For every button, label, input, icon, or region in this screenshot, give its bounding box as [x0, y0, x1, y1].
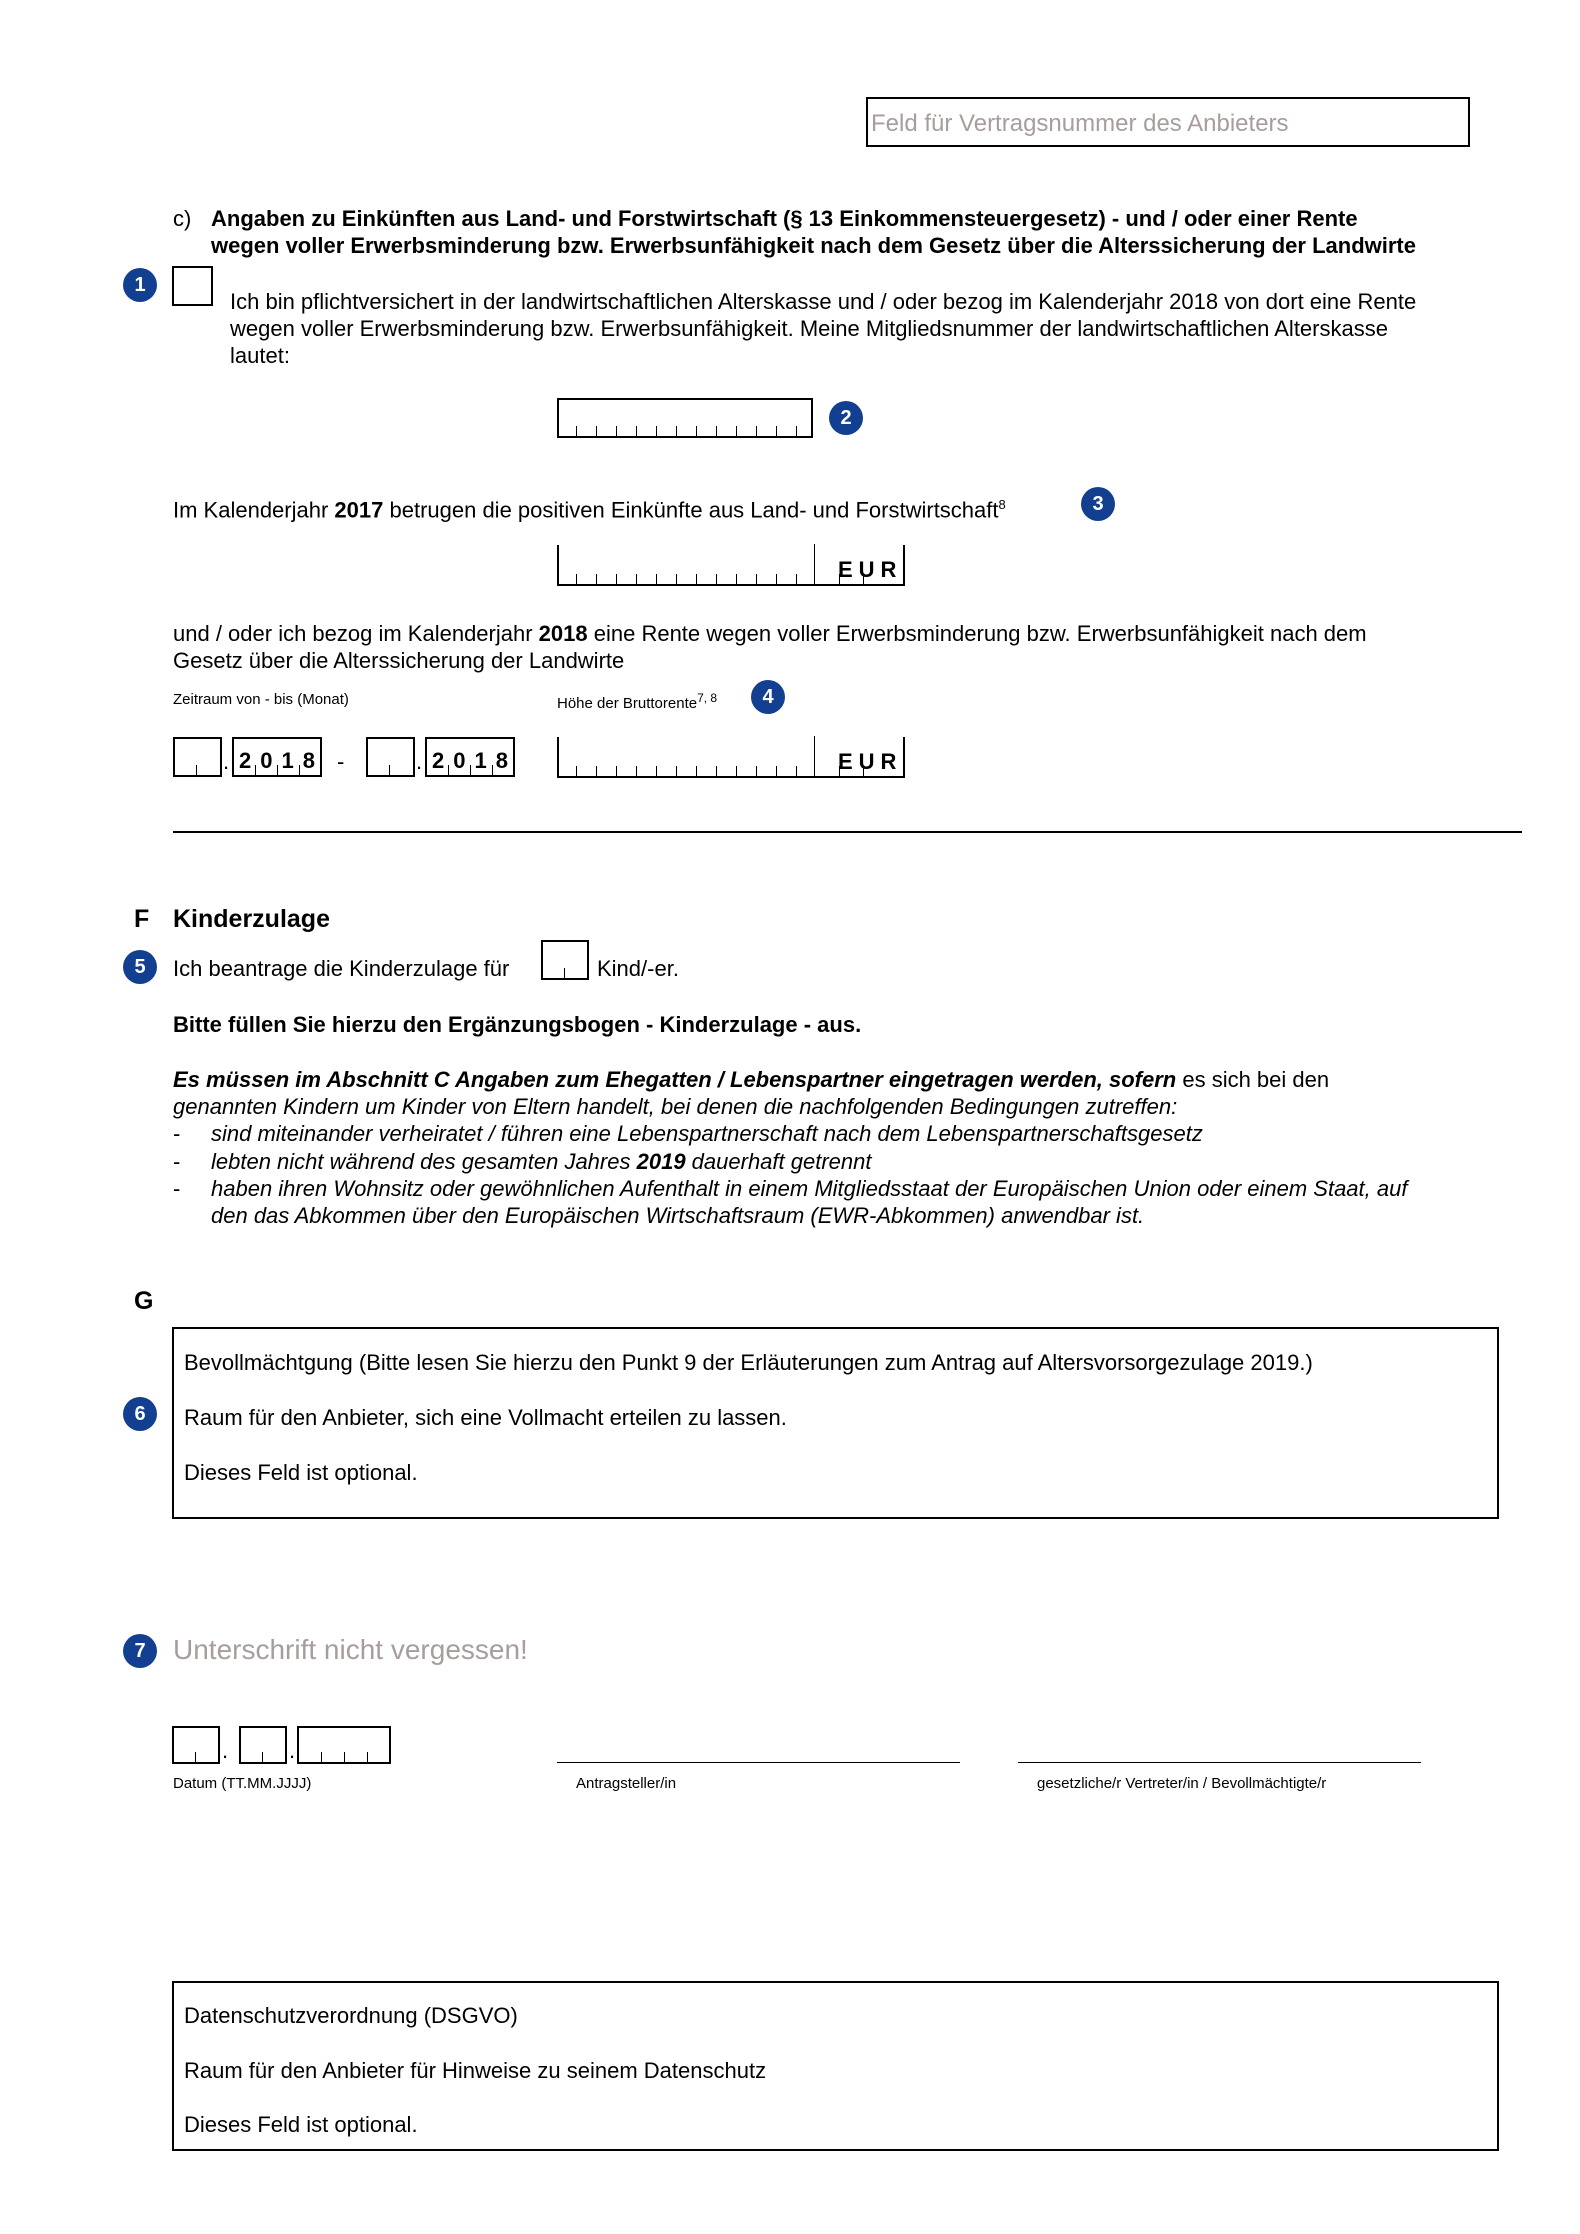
period-from-year-field[interactable]: [232, 737, 322, 777]
representative-label: gesetzliche/r Vertreter/in / Bevollmächtigte/r: [1037, 1775, 1327, 1792]
dot-separator: .: [223, 749, 230, 774]
date-year-field[interactable]: [297, 1726, 391, 1764]
period-to-year: 2018: [432, 748, 517, 773]
section-c-label: c): [173, 206, 192, 231]
farmer-insurance-checkbox[interactable]: [172, 266, 213, 306]
income-amount-field[interactable]: [557, 545, 905, 586]
privacy-line-2: Raum für den Anbieter für Hinweise zu seinem Datenschutz: [184, 2058, 767, 2083]
child-allowance-post: Kind/-er.: [597, 956, 679, 981]
poa-line-1: Bevollmächtgung (Bitte lesen Sie hierzu den Punkt 9 der Erläuterungen zum Antrag auf Altersvorsorgezulage 2019.): [184, 1350, 1313, 1375]
period-label: Zeitraum von - bis (Monat): [173, 691, 349, 708]
child-count-field[interactable]: [541, 940, 589, 980]
contract-number-placeholder: Feld für Vertragsnummer des Anbieters: [871, 110, 1289, 137]
step-badge-4: 4: [751, 680, 785, 714]
section-f-title: Kinderzulage: [173, 905, 330, 933]
pension-amount-field[interactable]: [557, 737, 905, 778]
section-f-letter: F: [134, 905, 150, 933]
child-allowance-pre: Ich beantrage die Kinderzulage für: [173, 956, 510, 981]
dot-separator: .: [416, 749, 423, 774]
step-badge-1: 1: [123, 268, 157, 302]
date-label: Datum (TT.MM.JJJJ): [173, 1775, 312, 1792]
privacy-line-3: Dieses Feld ist optional.: [184, 2112, 418, 2137]
income-currency: EUR: [838, 557, 903, 582]
dot-separator: .: [222, 1738, 229, 1763]
condition-1: sind miteinander verheiratet / führen eine Lebenspartnerschaft nach dem Lebenspartnerschaftsgesetz: [211, 1121, 1203, 1146]
date-day-field[interactable]: [172, 1726, 220, 1764]
section-g-letter: G: [134, 1287, 154, 1315]
step-badge-6: 6: [123, 1397, 157, 1431]
step-badge-3: 3: [1081, 487, 1115, 521]
pension-currency: EUR: [838, 749, 903, 774]
representative-signature-line[interactable]: [1018, 1762, 1421, 1763]
pension-statement: und / oder ich bezog im Kalenderjahr 2018 eine Rente wegen voller Erwerbsminderung bzw. Erwerbsunfähigkeit nach dem Gesetz über die Alterssicherung der Landwirte: [173, 621, 1367, 673]
contract-number-field[interactable]: [866, 97, 1470, 147]
bullet-dash-1: -: [173, 1121, 181, 1146]
poa-line-2: Raum für den Anbieter, sich eine Vollmacht erteilen zu lassen.: [184, 1405, 787, 1430]
supplement-instruction: Bitte füllen Sie hierzu den Ergänzungsbogen - Kinderzulage - aus.: [173, 1012, 862, 1037]
step-badge-7: 7: [123, 1634, 157, 1668]
spouse-note: Es müssen im Abschnitt C Angaben zum Ehegatten / Lebenspartner eingetragen werden, sofern es sich bei den genannten Kindern um Kinder von Eltern handelt, bei denen die nachfolgenden Bedingungen zutreffen:: [173, 1067, 1330, 1119]
period-to-month-field[interactable]: [366, 737, 415, 777]
period-from-year: 2018: [239, 748, 324, 773]
signature-reminder: Unterschrift nicht vergessen!: [173, 1634, 528, 1665]
dot-separator: .: [289, 1738, 296, 1763]
period-to-year-field[interactable]: [425, 737, 515, 777]
condition-3: haben ihren Wohnsitz oder gewöhnlichen Aufenthalt in einem Mitgliedsstaat der Europäischen Union oder einem Staat, auf den das Abkommen über den Europäischen Wirtschaftsraum (EWR-Abkommen) anwendbar ist.: [211, 1176, 1408, 1228]
amount-label: Höhe der Bruttorente$^{7, 8}$: [557, 691, 718, 712]
farmer-insurance-statement: Ich bin pflichtversichert in der landwirtschaftlichen Alterskasse und / oder bezog im Kalenderjahr 2018 von dort eine Rente wegen voller Erwerbsminderung bzw. Erwerbsunfähigkeit. Meine Mitgliedsnummer der landwirtschaftlichen Alterskasse lautet:: [230, 289, 1417, 368]
privacy-line-1: Datenschutzverordnung (DSGVO): [184, 2003, 518, 2028]
step-badge-5: 5: [123, 950, 157, 984]
bullet-dash-3: -: [173, 1176, 181, 1201]
bullet-dash-2: -: [173, 1149, 181, 1174]
member-number-field[interactable]: [557, 398, 813, 438]
privacy-box[interactable]: [172, 1981, 1499, 2151]
period-dash: -: [337, 749, 345, 774]
date-month-field[interactable]: [239, 1726, 287, 1764]
applicant-signature-line[interactable]: [557, 1762, 960, 1763]
poa-line-3: Dieses Feld ist optional.: [184, 1460, 418, 1485]
section-c-heading: Angaben zu Einkünften aus Land- und Forstwirtschaft (§ 13 Einkommensteuergesetz) - und / oder einer Rente wegen voller Erwerbsminderung bzw. Erwerbsunfähigkeit nach dem Gesetz über die Alterssicherung der Landwirte: [211, 206, 1416, 258]
income-statement: Im Kalenderjahr 2017 betrugen die positiven Einkünfte aus Land- und Forstwirtschaft$^8$: [173, 497, 1006, 523]
condition-2: lebten nicht während des gesamten Jahres 2019 dauerhaft getrennt: [211, 1149, 872, 1174]
applicant-label: Antragsteller/in: [576, 1775, 677, 1792]
period-from-month-field[interactable]: [173, 737, 222, 777]
section-divider: [173, 831, 1522, 833]
step-badge-2: 2: [829, 401, 863, 435]
power-of-attorney-box[interactable]: [172, 1327, 1499, 1519]
